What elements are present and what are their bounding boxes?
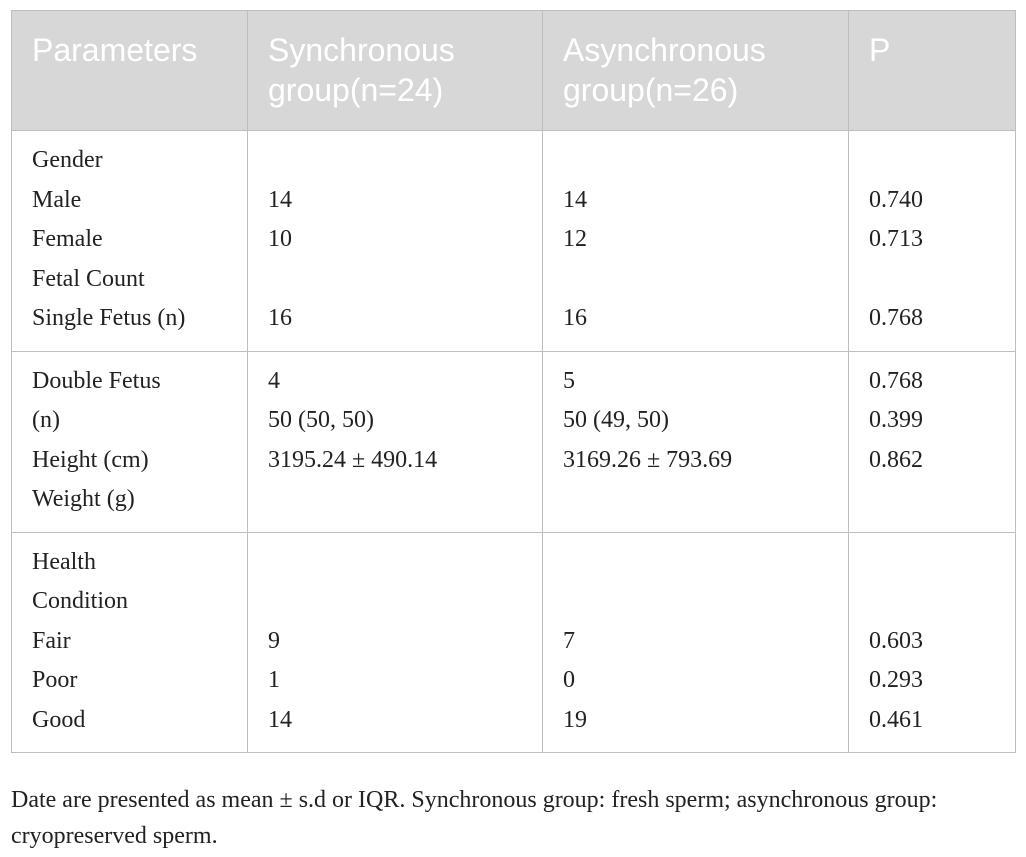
cell-line: 1 — [268, 667, 280, 693]
cell-line — [563, 260, 832, 300]
cell-line: 4 — [268, 367, 280, 394]
p-value-cell — [849, 131, 1016, 352]
asynchronous-cell — [543, 351, 849, 532]
cell-line: 0.768 — [869, 305, 923, 331]
synchronous-cell — [248, 351, 543, 532]
cell-line: 16 — [268, 305, 292, 331]
asynchronous-cell — [543, 131, 849, 352]
cell-line: 10 — [268, 226, 292, 252]
parameter-cell — [12, 532, 248, 753]
cell-line — [869, 582, 999, 622]
cell-line: 14 — [268, 186, 292, 213]
cell-line — [563, 480, 832, 520]
cell-line — [869, 480, 999, 520]
cell-line — [268, 260, 526, 300]
header-asynchronous: Asynchronous group(n=26) — [543, 11, 849, 131]
table-header — [12, 11, 1016, 131]
cell-line: Health — [32, 548, 96, 575]
table-body — [12, 131, 1016, 753]
cell-line — [869, 141, 999, 181]
parameter-cell — [12, 131, 248, 352]
cell-line: 50 (50, 50) — [268, 407, 374, 433]
cell-line: Height (cm) — [32, 446, 149, 473]
cell-line: 0.740 — [869, 186, 923, 213]
cell-line: 14 — [563, 186, 587, 213]
header-synchronous: Synchronous group(n=24) — [248, 11, 543, 131]
p-value-cell — [849, 532, 1016, 753]
cell-line: Single Fetus (n) — [32, 305, 186, 331]
header-parameters: Parameters — [12, 11, 248, 131]
cell-line: 9 — [268, 627, 280, 654]
table-section-1 — [12, 131, 1016, 352]
cell-line: (n) — [32, 407, 60, 433]
cell-line: 0.603 — [869, 627, 923, 654]
synchronous-cell — [248, 131, 543, 352]
cell-line: 3195.24 ± 490.14 — [268, 446, 438, 473]
p-value-cell — [849, 351, 1016, 532]
cell-line: Condition — [32, 588, 129, 614]
cell-line — [563, 141, 832, 181]
parameter-cell — [12, 351, 248, 532]
cell-line: 5 — [563, 367, 575, 394]
cell-line: 19 — [563, 706, 587, 733]
table-section-3 — [12, 532, 1016, 753]
cell-line: 14 — [268, 706, 292, 733]
cell-line — [869, 260, 999, 300]
cell-line — [268, 582, 526, 622]
cell-line: Male — [32, 186, 82, 213]
cell-line: 0.862 — [869, 446, 923, 473]
cell-line: 0 — [563, 667, 575, 693]
cell-line: Good — [32, 706, 86, 733]
header-row — [12, 11, 1016, 131]
cell-line — [563, 543, 832, 583]
cell-line: 12 — [563, 226, 587, 252]
cell-line: Female — [32, 226, 103, 252]
table-footnote: Date are presented as mean ± s.d or IQR. Synchronous group: fresh sperm; asynchronous group: cryopreserved sperm. — [11, 787, 938, 849]
cell-line: Gender — [32, 147, 103, 173]
cell-line: 0.768 — [869, 367, 923, 394]
cell-line: 0.461 — [869, 706, 923, 733]
cell-line — [563, 582, 832, 622]
cell-line — [268, 141, 526, 181]
cell-line — [268, 543, 526, 583]
table-section-2 — [12, 351, 1016, 532]
cell-line: Fetal Count — [32, 265, 145, 292]
cell-line: 0.399 — [869, 407, 923, 433]
cell-line: Fair — [32, 627, 71, 654]
cell-line — [268, 480, 526, 520]
cell-line — [869, 543, 999, 583]
cell-line: 16 — [563, 305, 587, 331]
data-table-container — [11, 10, 1015, 753]
cell-line: Poor — [32, 667, 78, 693]
cell-line: 0.293 — [869, 667, 923, 693]
cell-line: 3169.26 ± 793.69 — [563, 446, 733, 473]
cell-line: 7 — [563, 627, 575, 654]
parameters-table — [11, 10, 1016, 753]
cell-line: Double Fetus — [32, 367, 161, 394]
cell-line: 0.713 — [869, 226, 923, 252]
cell-line: Weight (g) — [32, 486, 135, 512]
cell-line: 50 (49, 50) — [563, 407, 669, 433]
header-p: P — [849, 11, 1016, 131]
asynchronous-cell — [543, 532, 849, 753]
synchronous-cell — [248, 532, 543, 753]
